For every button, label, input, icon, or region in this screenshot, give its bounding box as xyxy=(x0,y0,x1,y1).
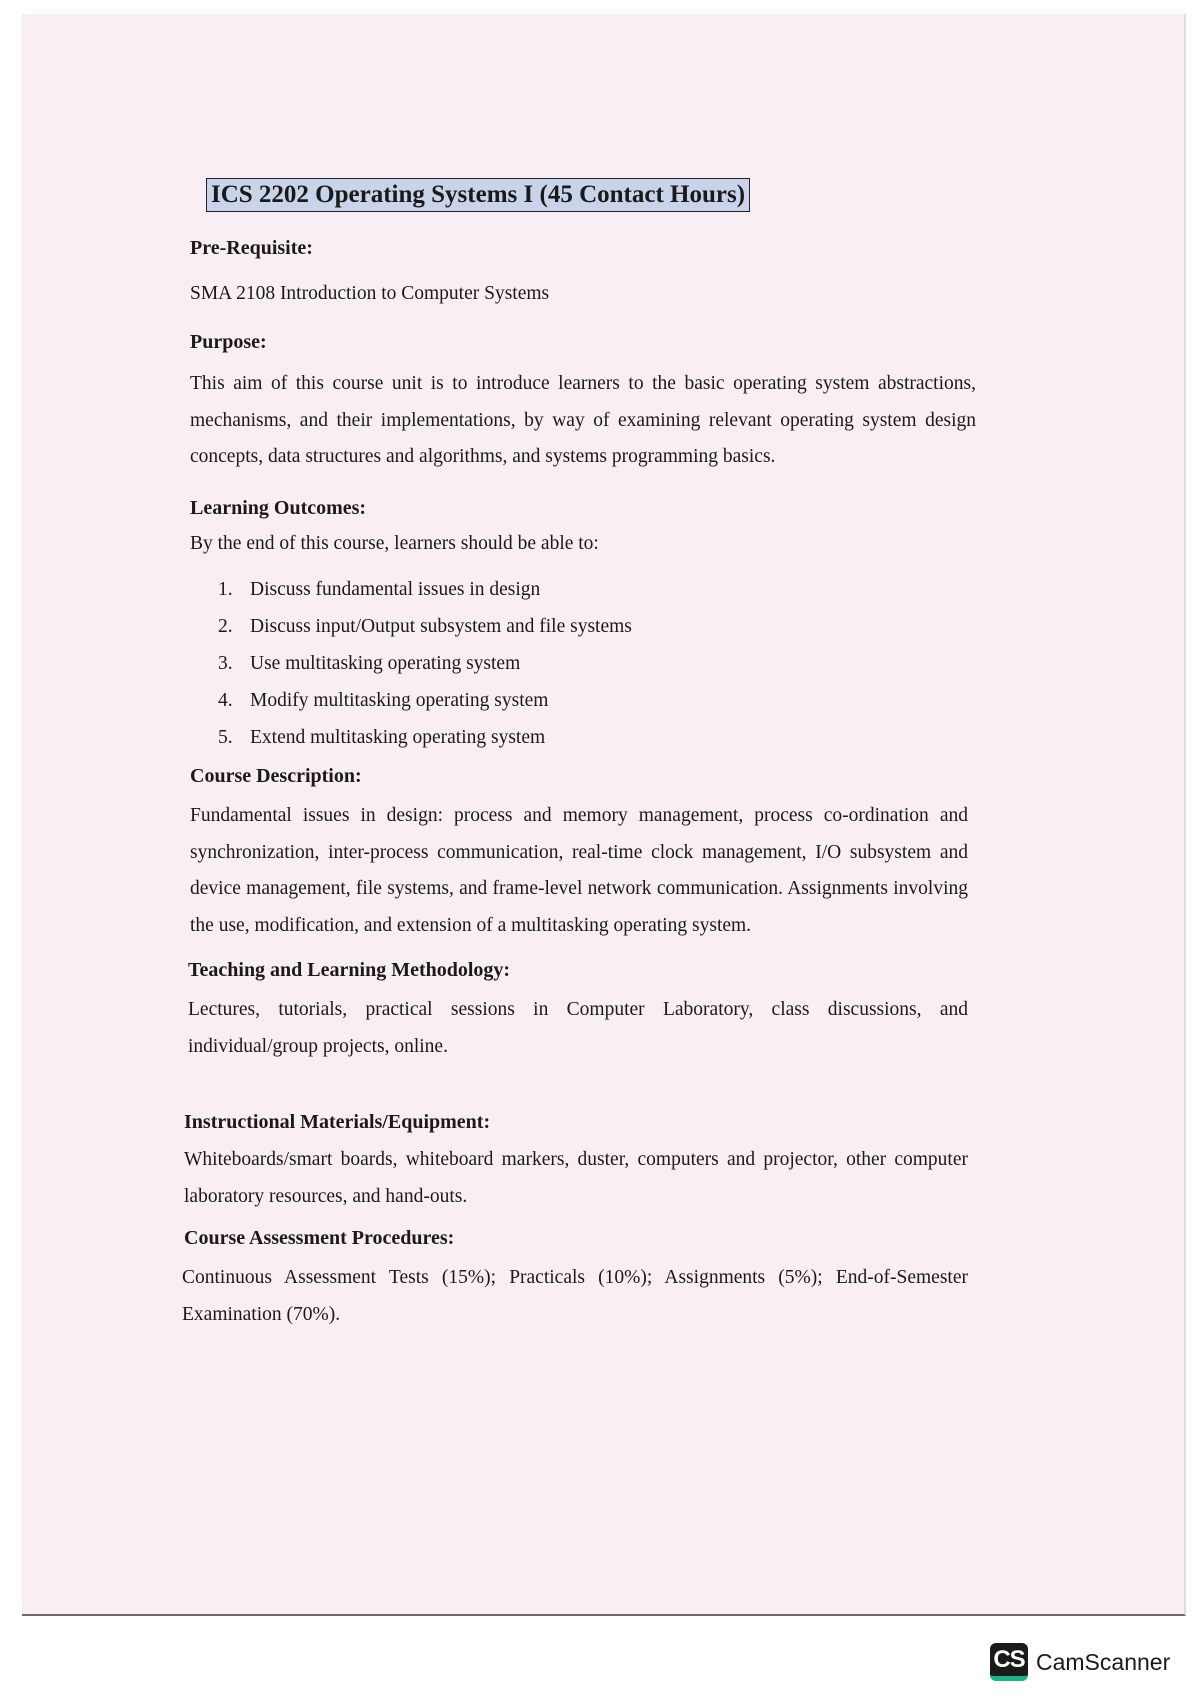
list-number: 4. xyxy=(218,690,233,711)
prerequisite-text: SMA 2108 Introduction to Computer Systems xyxy=(190,283,550,304)
list-number: 3. xyxy=(218,653,233,674)
purpose-text: This aim of this course unit is to introduce learners to the basic operating system abstractions, mechanisms, and their implementations, by way of examining relevant operating system design concepts, data structures and algorithms, and systems programming basics. xyxy=(190,373,976,467)
description-text: Fundamental issues in design: process and memory management, process co-ordination and synchronization, inter-process communication, real-time clock management, I/O subsystem and device management, file systems, and frame-level network communication. Assignments involving the use, modification, and extension of a multitasking operating system. xyxy=(190,805,968,936)
page-content xyxy=(22,14,1184,1614)
methodology-heading: Teaching and Learning Methodology: xyxy=(188,959,511,981)
camscanner-name: CamScanner xyxy=(1036,1648,1171,1675)
methodology-text: Lectures, tutorials, practical sessions in Computer Laboratory, class discussions, and individual/group projects, online. xyxy=(188,999,968,1057)
list-item xyxy=(218,578,632,615)
list-text: Extend multitasking operating system xyxy=(250,727,546,748)
purpose-heading: Purpose: xyxy=(190,331,267,353)
list-text: Use multitasking operating system xyxy=(250,653,521,674)
assessment-heading: Course Assessment Procedures: xyxy=(184,1227,455,1249)
list-item xyxy=(218,726,632,763)
outcomes-list xyxy=(218,578,632,763)
materials-text: Whiteboards/smart boards, whiteboard markers, duster, computers and projector, other computer laboratory resources, and hand-outs. xyxy=(184,1149,968,1207)
assessment-text: Continuous Assessment Tests (15%); Practicals (10%); Assignments (5%); End-of-Semester Examination (70%). xyxy=(182,1267,968,1325)
prerequisite-heading: Pre-Requisite: xyxy=(190,237,313,259)
list-text: Modify multitasking operating system xyxy=(250,690,549,711)
list-item xyxy=(218,615,632,652)
course-title: ICS 2202 Operating Systems I (45 Contact Hours) xyxy=(206,178,750,212)
list-number: 1. xyxy=(218,579,233,600)
description-heading: Course Description: xyxy=(190,765,362,787)
list-item xyxy=(218,689,632,726)
outcomes-heading: Learning Outcomes: xyxy=(190,497,367,519)
list-number: 5. xyxy=(218,727,233,748)
outcomes-intro: By the end of this course, learners should be able to: xyxy=(190,533,599,554)
camscanner-watermark xyxy=(990,1643,1170,1681)
list-item xyxy=(218,652,632,689)
scanned-page xyxy=(22,14,1186,1616)
camscanner-logo-icon: CS xyxy=(990,1643,1028,1681)
list-number: 2. xyxy=(218,616,233,637)
materials-heading: Instructional Materials/Equipment: xyxy=(184,1111,491,1133)
list-text: Discuss fundamental issues in design xyxy=(250,579,541,600)
list-text: Discuss input/Output subsystem and file systems xyxy=(250,616,632,637)
